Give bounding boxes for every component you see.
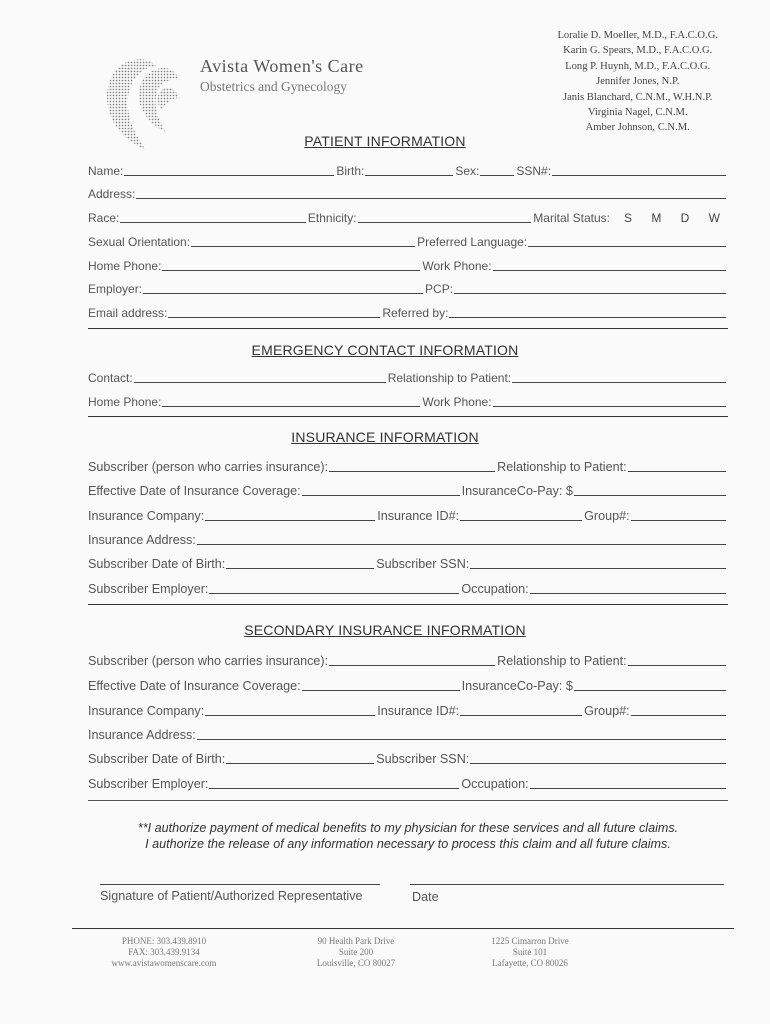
relationship-label: Relationship to Patient: [387,371,512,385]
copay-label: InsuranceCo-Pay: $ [461,484,573,498]
secondary-group-label: Group#: [584,704,630,718]
secondary-relationship-label: Relationship to Patient: [497,654,627,668]
referred-by-field[interactable] [449,305,726,318]
secondary-insurance-title: SECONDARY INSURANCE INFORMATION [244,622,526,638]
emergency-work-phone-field[interactable] [493,394,726,407]
footer-street: 1225 Cimarron Drive [491,936,569,946]
subscriber-ssn-field[interactable] [470,556,726,569]
insurance-id-field[interactable] [460,508,582,521]
insurance-address-row [88,529,728,547]
authorization-statement [88,820,728,852]
preferred-language-field[interactable] [528,234,726,247]
patient-phone-row [88,255,728,273]
secondary-subscriber-employer-row [88,773,728,791]
section-divider [88,328,728,329]
section-divider [88,416,728,417]
contact-label: Contact: [88,371,133,385]
marital-status-label: Marital Status: [533,211,610,225]
patient-name-row [88,160,728,178]
practice-name: Avista Women's Care [200,56,364,76]
effective-date-label: Effective Date of Insurance Coverage: [88,484,301,498]
birth-field[interactable] [365,163,453,176]
sex-field[interactable] [480,163,514,176]
insurance-company-label: Insurance Company: [88,509,205,523]
emergency-work-phone-label: Work Phone: [422,395,492,409]
provider-name: Loralie D. Moeller, M.D., F.A.C.O.G. [557,30,718,41]
patient-information-title: PATIENT INFORMATION [304,133,466,149]
provider-name: Janis Blanchard, C.N.M., W.H.N.P. [562,91,713,103]
work-phone-label: Work Phone: [422,259,492,273]
provider-name: Virginia Nagel, C.N.M. [587,107,688,119]
home-phone-field[interactable] [162,258,420,271]
secondary-subscriber-row [88,650,728,668]
pcp-label: PCP: [425,282,454,296]
secondary-address-row [88,724,728,742]
footer-phone: PHONE: 303.439.8910 [121,936,207,946]
authorization-line: I authorize the release of any information necessary to process this claim and all future claims. [145,837,671,851]
footer-city: Louisville, CO 80027 [316,958,396,968]
emergency-phone-row [88,391,728,409]
secondary-subscriber-dob-label: Subscriber Date of Birth: [88,752,226,766]
subscriber-field[interactable] [329,459,495,472]
secondary-subscriber-dob-field[interactable] [226,751,374,764]
signature-field[interactable] [100,884,380,885]
ssn-field[interactable] [552,163,726,176]
race-field[interactable] [120,210,306,223]
email-field[interactable] [168,305,380,318]
subscriber-label: Subscriber (person who carries insurance): [88,460,329,474]
occupation-field[interactable] [530,581,726,594]
provider-name: Long P. Huynh, M.D., F.A.C.O.G. [565,60,711,72]
insurance-id-label: Insurance ID#: [377,509,460,523]
subscriber-employer-field[interactable] [209,581,459,594]
insurance-company-field[interactable] [205,508,375,521]
secondary-relationship-field[interactable] [628,653,726,666]
provider-list [557,28,718,136]
insurance-subscriber-dob-row [88,553,728,571]
patient-email-row [88,302,728,320]
secondary-insurance-company-field[interactable] [205,703,375,716]
provider-name: Amber Johnson, C.N.M. [585,122,690,134]
patient-race-row [88,207,728,225]
work-phone-field[interactable] [493,258,726,271]
email-label: Email address: [88,306,168,320]
sexual-orientation-field[interactable] [191,234,415,247]
provider-name: Jennifer Jones, N.P. [596,76,680,88]
secondary-occupation-label: Occupation: [461,777,529,791]
marital-status-options[interactable]: S M D W [624,211,728,225]
footer-location-lafayette [472,936,588,969]
practice-branding [200,56,364,95]
subscriber-dob-label: Subscriber Date of Birth: [88,557,226,571]
secondary-subscriber-employer-field[interactable] [209,776,459,789]
secondary-copay-label: InsuranceCo-Pay: $ [461,679,573,693]
sex-label: Sex: [455,164,480,178]
section-divider [88,800,728,801]
name-label: Name: [88,164,124,178]
patient-address-row [88,183,728,201]
ethnicity-label: Ethnicity: [307,211,357,225]
secondary-effective-date-field[interactable] [302,678,460,691]
patient-employer-row [88,278,728,296]
group-label: Group#: [584,509,630,523]
subscriber-ssn-label: Subscriber SSN: [376,557,470,571]
emergency-contact-title: EMERGENCY CONTACT INFORMATION [251,342,519,358]
address-field[interactable] [136,186,726,199]
subscriber-employer-label: Subscriber Employer: [88,582,209,596]
secondary-effective-date-label: Effective Date of Insurance Coverage: [88,679,301,693]
footer-website: www.avistawomenscare.com [111,958,217,968]
emergency-contact-row [88,367,728,385]
secondary-subscriber-label: Subscriber (person who carries insurance): [88,654,329,668]
emergency-home-phone-field[interactable] [162,394,420,407]
insurance-company-row [88,505,728,523]
secondary-company-row [88,700,728,718]
footer-fax: FAX: 303.439.9134 [128,947,200,957]
secondary-subscriber-ssn-label: Subscriber SSN: [376,752,470,766]
authorization-line: **I authorize payment of medical benefits to my physician for these services and all future claims. [137,821,679,835]
relationship-label: Relationship to Patient: [497,460,627,474]
footer-city: Lafayette, CO 80026 [492,958,568,968]
address-label: Address: [88,187,136,201]
secondary-subscriber-ssn-field[interactable] [470,751,726,764]
footer-suite: Suite 200 [338,947,374,957]
practice-specialty: Obstetrics and Gynecology [200,79,347,94]
patient-orientation-row [88,231,728,249]
secondary-insurance-address-label: Insurance Address: [88,728,196,742]
footer-contact [98,936,230,969]
preferred-language-label: Preferred Language: [417,235,528,249]
contact-field[interactable] [134,370,386,383]
footer-suite: Suite 101 [512,947,548,957]
provider-name: Karin G. Spears, M.D., F.A.C.O.G. [563,45,713,57]
relationship-field[interactable] [512,370,726,383]
employer-label: Employer: [88,282,143,296]
pcp-field[interactable] [454,281,726,294]
home-phone-label: Home Phone: [88,259,162,273]
relationship-field[interactable] [628,459,726,472]
secondary-subscriber-employer-label: Subscriber Employer: [88,777,209,791]
race-label: Race: [88,211,120,225]
emergency-home-phone-label: Home Phone: [88,395,162,409]
footer-location-louisville [294,936,418,969]
secondary-copay-field[interactable] [574,678,726,691]
secondary-effective-row [88,675,728,693]
secondary-group-field[interactable] [631,703,726,716]
signature-label: Signature of Patient/Authorized Representative [100,889,363,903]
footer-street: 90 Health Park Drive [317,936,395,946]
subscriber-dob-field[interactable] [226,556,374,569]
section-divider [88,604,728,605]
ssn-label: SSN#: [516,164,552,178]
insurance-address-label: Insurance Address: [88,533,196,547]
insurance-subscriber-employer-row [88,578,728,596]
ethnicity-field[interactable] [358,210,532,223]
group-field[interactable] [631,508,726,521]
effective-date-field[interactable] [302,483,460,496]
sexual-orientation-label: Sexual Orientation: [88,235,191,249]
insurance-effective-row [88,480,728,498]
insurance-information-title: INSURANCE INFORMATION [291,429,479,445]
birth-label: Birth: [336,164,365,178]
insurance-subscriber-row [88,456,728,474]
name-field[interactable] [124,163,334,176]
copay-field[interactable] [574,483,726,496]
date-label: Date [412,890,439,904]
date-field[interactable] [410,884,724,885]
secondary-occupation-field[interactable] [530,776,726,789]
secondary-insurance-id-field[interactable] [460,703,582,716]
insurance-address-field[interactable] [197,532,726,545]
secondary-insurance-company-label: Insurance Company: [88,704,205,718]
secondary-subscriber-field[interactable] [329,653,495,666]
footer-divider [72,928,734,929]
secondary-insurance-address-field[interactable] [197,727,726,740]
occupation-label: Occupation: [461,582,529,596]
secondary-insurance-id-label: Insurance ID#: [377,704,460,718]
referred-by-label: Referred by: [382,306,449,320]
employer-field[interactable] [143,281,423,294]
secondary-subscriber-dob-row [88,748,728,766]
